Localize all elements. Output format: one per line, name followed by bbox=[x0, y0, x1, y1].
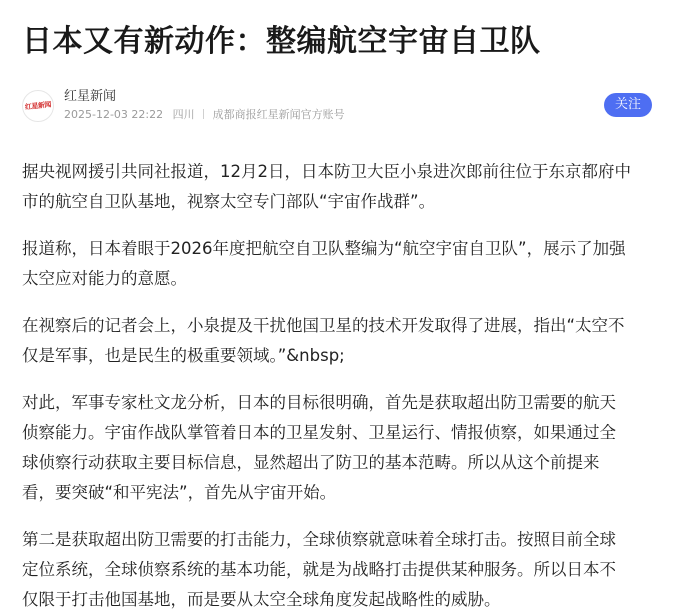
paragraph-line: 侦察能力。宇宙作战队掌管着日本的卫星发射、卫星运行、情报侦察，如果通过全 bbox=[22, 423, 616, 442]
paragraph-3 bbox=[22, 311, 658, 371]
paragraph-line: 定位系统，全球侦察系统的基本功能，就是为战略打击提供某种服务。所以日本不 bbox=[22, 560, 616, 579]
paragraph-line: 据央视网援引共同社报道，12月2日，日本防卫大臣小泉进次郎前往位于东京都府中 bbox=[22, 162, 631, 181]
meta-divider bbox=[203, 109, 204, 119]
account-description: 成都商报红星新闻官方账号 bbox=[212, 108, 345, 121]
paragraph-1 bbox=[22, 157, 658, 217]
paragraph-line: 报道称，日本着眼于2026年度把航空自卫队整编为“航空宇宙自卫队”，展示了加强 bbox=[22, 239, 626, 258]
paragraph-line: 第二是获取超出防卫需要的打击能力，全球侦察就意味着全球打击。按照目前全球 bbox=[22, 530, 616, 549]
paragraph-line: 仅是军事，也是民生的极重要领域。”&nbsp; bbox=[22, 346, 345, 365]
paragraph-2 bbox=[22, 234, 658, 294]
paragraph-line: 太空应对能力的意愿。 bbox=[22, 269, 187, 288]
article-body bbox=[22, 157, 658, 610]
paragraph-line: 仅限于打击他国基地，而是要从太空全球角度发起战略性的威胁。 bbox=[22, 590, 501, 609]
paragraph-line: 市的航空自卫队基地，视察太空专门部队“宇宙作战群”。 bbox=[22, 192, 436, 211]
paragraph-5 bbox=[22, 525, 658, 610]
article-meta bbox=[64, 108, 345, 122]
publish-datetime: 2025-12-03 22:22 bbox=[64, 108, 164, 121]
location: 四川 bbox=[172, 108, 195, 121]
follow-button[interactable]: 关注 bbox=[604, 93, 652, 117]
paragraph-line: 对此，军事专家杜文龙分析，日本的目标很明确，首先是获取超出防卫需要的航天 bbox=[22, 393, 616, 412]
paragraph-line: 球侦察行动获取主要目标信息，显然超出了防卫的基本范畴。所以从这个前提来 bbox=[22, 453, 600, 472]
source-avatar[interactable] bbox=[22, 90, 54, 122]
author-row bbox=[22, 90, 652, 122]
source-logo: 红星新闻 bbox=[24, 99, 52, 112]
paragraph-line: 在视察后的记者会上，小泉提及干扰他国卫星的技术开发取得了进展，指出“太空不 bbox=[22, 316, 625, 335]
paragraph-4 bbox=[22, 388, 658, 508]
article-title: 日本又有新动作：整编航空宇宙自卫队 bbox=[22, 24, 541, 59]
source-name[interactable]: 红星新闻 bbox=[64, 89, 117, 104]
paragraph-line: 看，要突破“和平宪法”，首先从宇宙开始。 bbox=[22, 483, 337, 502]
